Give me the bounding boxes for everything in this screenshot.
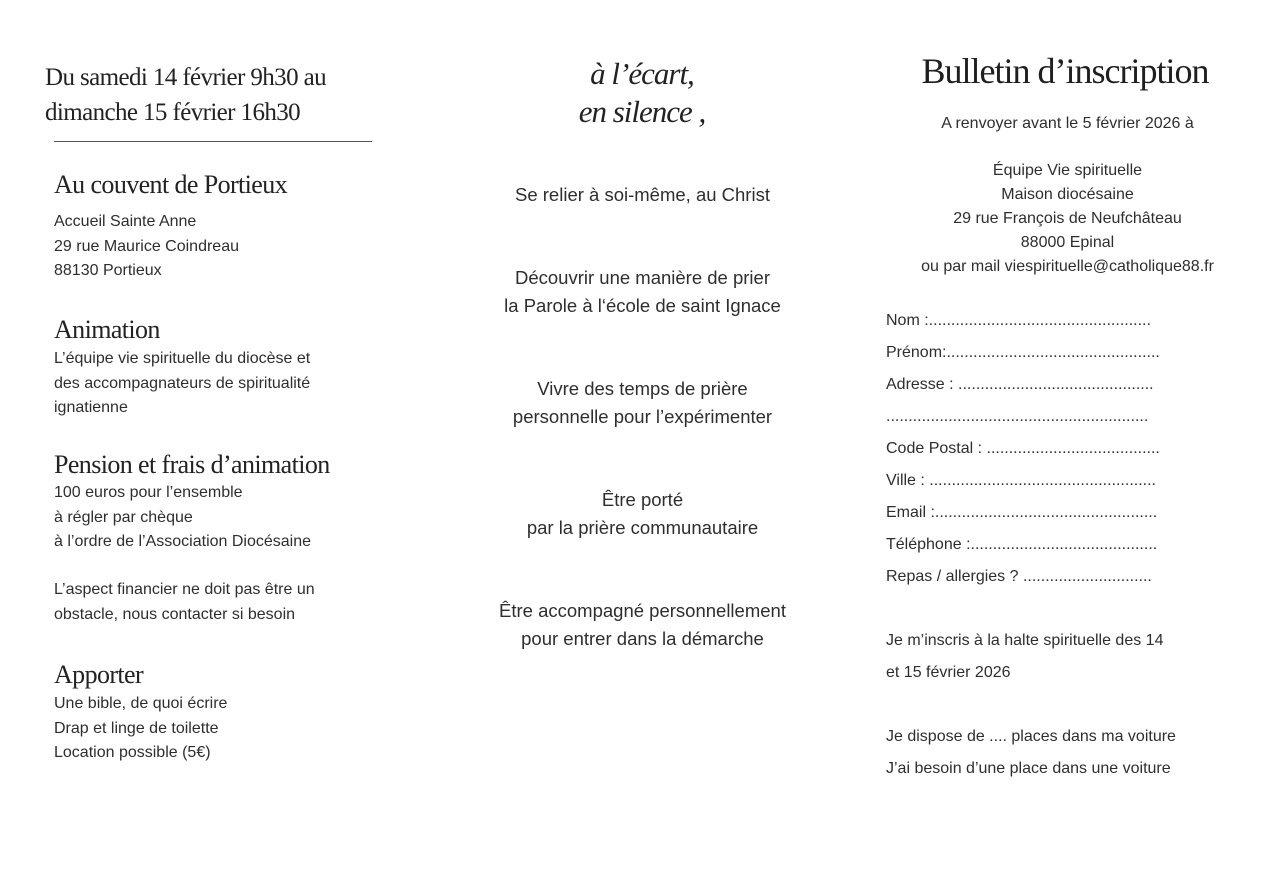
bring-item: Une bible, de quoi écrire <box>54 695 228 712</box>
theme-line: Vivre des temps de prière <box>537 378 748 399</box>
form-field-code-postal[interactable]: Code Postal : ....................................... <box>886 440 1160 457</box>
return-address-line: Maison diocésaine <box>1001 186 1134 203</box>
tagline-line: à l’écart, <box>590 56 694 91</box>
theme-item <box>460 597 825 653</box>
inscription-statement <box>886 625 1163 689</box>
inscription-line: et 15 février 2026 <box>886 664 1011 681</box>
tagline-line: en silence , <box>578 94 706 129</box>
pension-note-line: L’aspect financier ne doit pas être un <box>54 581 315 598</box>
animation-line: ignatienne <box>54 399 128 416</box>
theme-line: pour entrer dans la démarche <box>521 628 764 649</box>
theme-line: Être accompagné personnellement <box>499 600 786 621</box>
event-dates-line: dimanche 15 février 16h30 <box>45 99 301 126</box>
return-address-line: 88000 Epinal <box>1020 234 1115 251</box>
event-dates <box>45 60 385 130</box>
pension-line: 100 euros pour l’ensemble <box>54 484 243 501</box>
location-title: Au couvent de Portieux <box>54 170 288 199</box>
pension-text <box>54 481 311 555</box>
location-line: 88130 Portieux <box>54 262 162 279</box>
theme-line: par la prière communautaire <box>526 517 759 538</box>
tagline <box>452 55 832 131</box>
theme-line: Se relier à soi-même, au Christ <box>515 184 770 205</box>
bring-title: Apporter <box>54 660 144 689</box>
bring-item: Location possible (5€) <box>54 744 211 761</box>
return-address-line: Équipe Vie spirituelle <box>992 162 1143 179</box>
divider <box>54 141 372 142</box>
pension-note-line: obstacle, nous contacter si besoin <box>54 605 296 623</box>
pension-note <box>54 578 315 627</box>
theme-item <box>460 375 825 431</box>
registration-form <box>886 305 1160 593</box>
animation-title: Animation <box>54 315 160 344</box>
theme-line: la Parole à l‘école de saint Ignace <box>504 295 781 316</box>
animation-line: des accompagnateurs de spiritualité <box>54 374 311 392</box>
bulletin-title: Bulletin d’inscription <box>921 51 1209 91</box>
form-field-telephone[interactable]: Téléphone :.......................................... <box>886 536 1158 553</box>
theme-item <box>460 486 825 542</box>
theme-item <box>460 181 825 209</box>
deadline-text: A renvoyer avant le 5 février 2026 à <box>941 115 1194 132</box>
form-field-nom[interactable]: Nom :.................................................. <box>886 312 1151 329</box>
form-field-repas[interactable]: Repas / allergies ? ............................. <box>886 568 1152 585</box>
inscription-line: Je m’inscris à la halte spirituelle des 14 <box>886 632 1164 649</box>
form-field-ville[interactable]: Ville : ................................................... <box>886 472 1156 489</box>
pension-line: à régler par chèque <box>54 508 193 526</box>
theme-line: Être porté <box>601 489 684 510</box>
event-dates-line: Du samedi 14 février 9h30 au <box>45 64 327 91</box>
location-line: Accueil Sainte Anne <box>54 213 197 230</box>
theme-item <box>460 264 825 320</box>
pension-line: à l’ordre de l’Association Diocésaine <box>54 533 312 550</box>
form-field-adresse[interactable]: Adresse : ............................................ <box>886 376 1154 393</box>
theme-line: personnelle pour l’expérimenter <box>512 406 773 427</box>
carpool-offer[interactable]: Je dispose de .... places dans ma voiture <box>886 728 1176 745</box>
return-address <box>880 159 1255 279</box>
carpool-request[interactable]: J’ai besoin d’une place dans une voiture <box>886 760 1171 777</box>
form-field-prenom[interactable]: Prénom:................................................ <box>886 344 1160 361</box>
animation-line: L’équipe vie spirituelle du diocèse et <box>54 350 311 367</box>
carpool-options <box>886 721 1176 785</box>
return-address-line: ou par mail viespirituelle@catholique88.fr <box>921 258 1214 275</box>
location-address <box>54 210 239 284</box>
animation-text <box>54 347 310 421</box>
bring-item: Drap et linge de toilette <box>54 719 219 737</box>
location-line: 29 rue Maurice Coindreau <box>54 237 239 255</box>
form-field-adresse-2[interactable]: ........................................................... <box>886 408 1149 425</box>
return-address-line: 29 rue François de Neufchâteau <box>953 210 1182 227</box>
theme-line: Découvrir une manière de prier <box>514 267 770 288</box>
bring-list <box>54 692 227 766</box>
form-field-email[interactable]: Email :.................................................. <box>886 504 1158 521</box>
pension-title: Pension et frais d’animation <box>54 450 330 479</box>
